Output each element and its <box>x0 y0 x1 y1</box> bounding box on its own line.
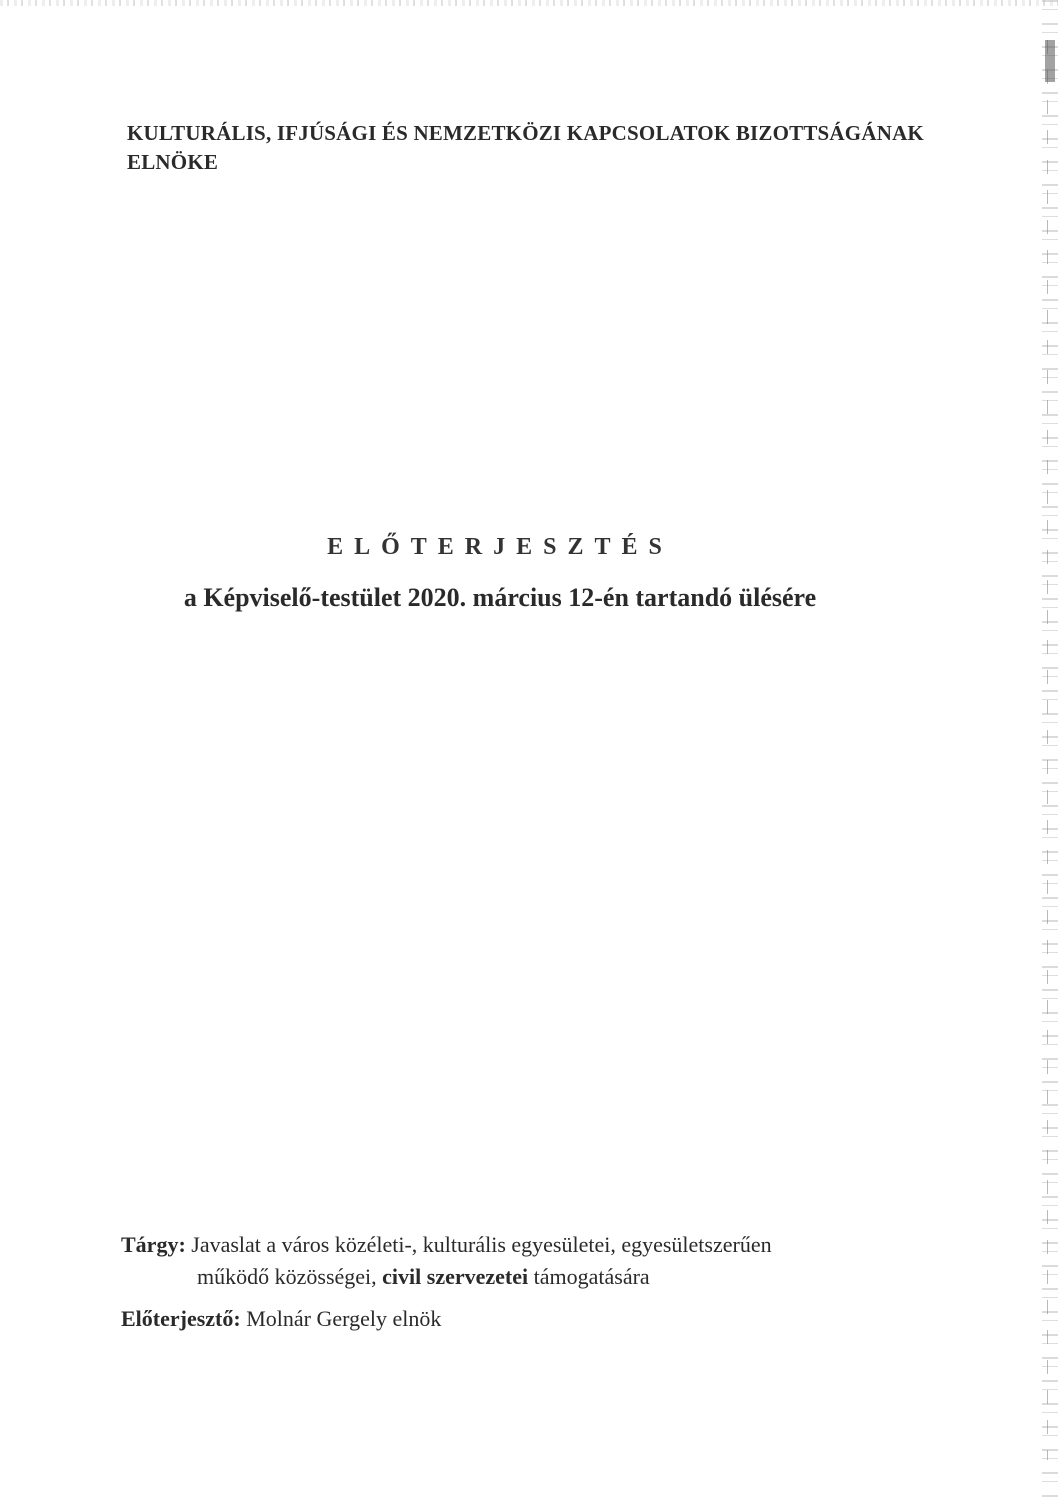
subject-text-part2: támogatására <box>533 1264 650 1289</box>
header-line-2: ELNÖKE <box>127 150 219 174</box>
committee-header <box>127 119 947 177</box>
presenter-line <box>121 1304 821 1334</box>
presenter-name: Molnár Gergely elnök <box>246 1306 442 1331</box>
subject-block <box>121 1229 901 1293</box>
scan-mark <box>1045 40 1055 82</box>
scan-edge-line <box>1047 40 1048 1460</box>
subject-text: Javaslat a város közéleti-, kulturális egyesületei, egyesületszerűen <box>191 1232 772 1257</box>
header-line-1: KULTURÁLIS, IFJÚSÁGI ÉS NEMZETKÖZI KAPCSOLATOK BIZOTTSÁGÁNAK <box>127 121 924 145</box>
subject-text-part1: működő közösségei, <box>197 1264 377 1289</box>
scan-edge-right <box>1042 0 1058 1497</box>
document-subtitle: a Képviselő-testület 2020. március 12-én tartandó ülésére <box>183 583 817 612</box>
subject-line-2 <box>121 1261 901 1293</box>
subject-text-bold: civil szervezetei <box>382 1264 529 1289</box>
scan-edge-top <box>0 0 1058 6</box>
subject-line-1 <box>121 1229 901 1261</box>
subject-label: Tárgy: <box>121 1232 186 1257</box>
document-title: ELŐTERJESZTÉS <box>327 534 673 560</box>
presenter-label: Előterjesztő: <box>121 1306 241 1331</box>
